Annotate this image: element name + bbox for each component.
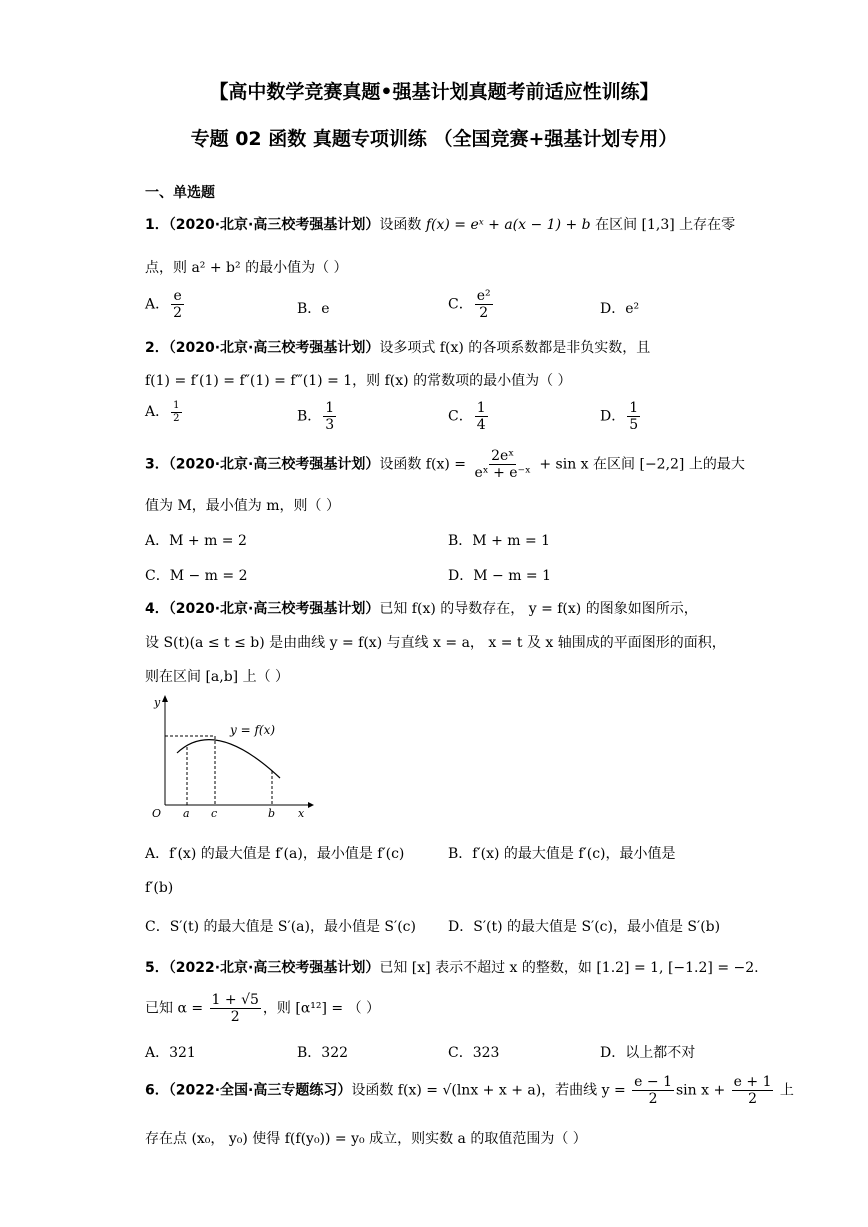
x-axis-label: x	[298, 807, 305, 820]
q4-option-d[interactable]: D．S′(t) 的最大值是 S′(c)，最小值是 S′(b)	[448, 919, 721, 935]
question-2-line-1	[145, 337, 650, 357]
fraction-denominator: 2	[173, 305, 183, 322]
q4-option-c[interactable]: C．S′(t) 的最大值是 S′(a)，最小值是 S′(c)	[145, 919, 416, 935]
fraction-numerator: e − 1	[634, 1074, 672, 1090]
question-number: 6．	[145, 1082, 169, 1099]
fraction-denominator: 2	[479, 305, 489, 322]
fraction-denominator: 2	[748, 1091, 758, 1108]
question-3-line-1	[145, 448, 745, 481]
question-2-line-2: f(1) = f′(1) = f″(1) = f‴(1) = 1，则 f(x) 的常数项的最小值为（ ）	[145, 373, 572, 389]
q3-option-c[interactable]: C．M − m = 2	[145, 568, 248, 584]
question-text: 设函数 f(x) =	[379, 456, 471, 473]
fraction-denominator: 4	[476, 417, 486, 434]
q4-option-b-cont: f′(b)	[145, 880, 174, 896]
q3-option-a[interactable]: A．M + m = 2	[145, 533, 247, 549]
page-subtitle: 专题 02 函数 真题专项训练 （全国竞赛+强基计划专用）	[190, 128, 678, 150]
option-label: A．	[145, 404, 170, 420]
q3-option-b[interactable]: B．M + m = 1	[448, 533, 551, 549]
curve-label: y = f(x)	[230, 723, 276, 737]
fraction-denominator: eˣ + e⁻ˣ	[474, 465, 531, 482]
question-source: （2020·北京·高三校考强基计划）	[168, 601, 380, 617]
fraction-numerator: 1	[629, 400, 639, 416]
origin-label: O	[152, 807, 162, 820]
fraction-numerator: 2eˣ	[491, 448, 515, 464]
question-number: 5．	[145, 960, 169, 976]
b-label: b	[268, 807, 276, 820]
fraction-denominator: 2	[648, 1091, 658, 1108]
question-3-line-2: 值为 M，最小值为 m，则（ ）	[145, 498, 340, 514]
section-heading: 一、单选题	[145, 185, 215, 201]
q2-option-c[interactable]	[448, 400, 490, 433]
fraction-denominator: 5	[629, 417, 639, 434]
question-1-line-2: 点，则 a² + b² 的最小值为（ ）	[145, 260, 348, 276]
question-4-line-3: 则在区间 [a,b] 上（ ）	[145, 669, 290, 685]
q5-option-d[interactable]: D．以上都不对	[600, 1045, 696, 1061]
question-text: 设函数	[379, 217, 426, 233]
fraction-numerator: 1	[173, 400, 180, 411]
question-5-line-1	[145, 957, 759, 977]
option-label: B．	[297, 408, 322, 425]
question-text: 在区间 [1,3] 上存在零	[590, 217, 736, 233]
option-label: C．	[448, 296, 473, 313]
curve	[177, 740, 280, 778]
q5-option-a[interactable]: A．321	[145, 1045, 196, 1061]
q2-option-a[interactable]	[145, 400, 184, 424]
question-number: 2．	[145, 340, 169, 356]
question-number: 3．	[145, 456, 169, 473]
q4-option-a[interactable]: A．f′(x) 的最大值是 f′(a)，最小值是 f′(c)	[145, 846, 405, 862]
question-text: 设函数 f(x) = √(lnx + x + a)，若曲线 y =	[351, 1082, 631, 1099]
formula: f(x) = eˣ + a(x − 1) + b	[425, 217, 591, 233]
question-text: 设多项式 f(x) 的各项系数都是非负实数，且	[379, 340, 651, 356]
option-label: A．	[145, 296, 170, 313]
fraction-numerator: 1	[325, 400, 335, 416]
q2-option-d[interactable]	[600, 400, 642, 433]
question-4-line-2: 设 S(t)(a ≤ t ≤ b) 是由曲线 y = f(x) 与直线 x = a， x = t 及 x 轴围成的平面图形的面积，	[145, 635, 726, 651]
q5-option-b[interactable]: B．322	[297, 1045, 349, 1061]
q1-option-d[interactable]: D．e²	[600, 301, 640, 317]
x-axis-arrow	[308, 802, 314, 808]
q2-option-b[interactable]	[297, 400, 338, 433]
fraction-numerator: 1 + √5	[211, 992, 259, 1008]
question-text: 已知 f(x) 的导数存在， y = f(x) 的图象如图所示，	[379, 601, 698, 617]
option-label: D．	[600, 408, 626, 425]
function-graph	[140, 692, 315, 822]
q4-option-b[interactable]: B．f′(x) 的最大值是 f′(c)，最小值是	[448, 846, 676, 862]
y-axis-arrow	[162, 695, 168, 702]
question-text: 已知 [x] 表示不超过 x 的整数，如 [1.2] = 1, [−1.2] = −2.	[379, 960, 759, 976]
q3-option-d[interactable]: D．M − m = 1	[448, 568, 552, 584]
fraction-numerator: e²	[476, 288, 491, 304]
option-label: C．	[448, 408, 473, 425]
q1-option-c[interactable]	[448, 288, 495, 321]
fraction-numerator: e + 1	[733, 1074, 772, 1090]
question-number: 4．	[145, 601, 169, 617]
question-6-line-1	[145, 1074, 794, 1107]
page-title: 【高中数学竞赛真题•强基计划真题考前适应性训练】	[209, 81, 659, 103]
question-source: （2022·全国·高三专题练习）	[168, 1082, 352, 1099]
question-text: 已知 α =	[145, 1000, 208, 1017]
fraction-denominator: 3	[325, 417, 335, 434]
fraction-numerator: e	[173, 288, 182, 304]
question-5-line-2	[145, 992, 380, 1025]
fraction-denominator: 2	[173, 412, 180, 424]
fraction-denominator: 2	[230, 1009, 240, 1026]
a-label: a	[183, 807, 190, 820]
question-source: （2022·北京·高三校考强基计划）	[168, 960, 380, 976]
fraction-numerator: 1	[476, 400, 486, 416]
question-source: （2020·北京·高三校考强基计划）	[168, 456, 380, 473]
question-1-line-1	[145, 214, 735, 234]
question-source: （2020·北京·高三校考强基计划）	[168, 217, 380, 233]
y-axis-label: y	[154, 696, 161, 709]
question-source: （2020·北京·高三校考强基计划）	[168, 340, 380, 356]
question-number: 1．	[145, 217, 169, 233]
question-text: 上	[775, 1082, 794, 1099]
question-6-line-2: 存在点 (x₀， y₀) 使得 f(f(y₀)) = y₀ 成立，则实数 a 的取值范围为（ ）	[145, 1131, 587, 1147]
question-text: ，则 [α¹²] = （ ）	[262, 1000, 381, 1017]
question-4-line-1	[145, 598, 698, 618]
q1-option-b[interactable]: B．e	[297, 301, 330, 317]
question-text: + sin x 在区间 [−2,2] 上的最大	[534, 456, 745, 473]
question-text: sin x +	[676, 1082, 730, 1099]
q5-option-c[interactable]: C．323	[448, 1045, 500, 1061]
c-label: c	[211, 807, 218, 820]
q1-option-a[interactable]	[145, 288, 186, 321]
